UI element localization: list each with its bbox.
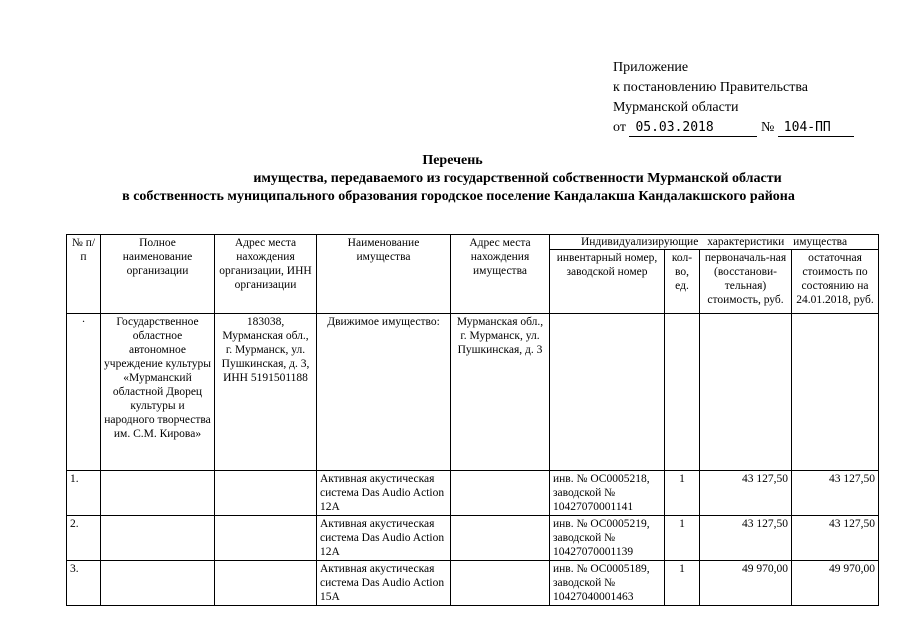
item-qty: 1 xyxy=(665,561,700,606)
header-qty: кол-во, ед. xyxy=(665,250,700,314)
item-name: Активная акустическая система Das Audio Action 15A xyxy=(317,561,451,606)
item-initial-cost: 43 127,50 xyxy=(700,471,792,516)
empty-cell xyxy=(451,516,550,561)
row-num: 1. xyxy=(67,471,101,516)
item-inventory: инв. № ОС0005219, заводской № 10427070001139 xyxy=(550,516,665,561)
item-name: Активная акустическая система Das Audio Action 12A xyxy=(317,516,451,561)
empty-cell xyxy=(451,471,550,516)
document-title xyxy=(0,152,905,206)
resolution-date: 05.03.2018 xyxy=(629,120,757,137)
empty-cell xyxy=(215,561,317,606)
header-residual-cost: остаточная стоимость по состоянию на 24.01.2018, руб. xyxy=(792,250,879,314)
header-inventory: инвентарный номер, заводской номер xyxy=(550,250,665,314)
title-line-3: в собственность муниципального образования городское поселение Кандалакша Кандалакшского района xyxy=(122,189,795,204)
title-line-1: Перечень xyxy=(422,153,483,168)
item-inventory: инв. № ОС0005189, заводской № 10427040001463 xyxy=(550,561,665,606)
item-qty: 1 xyxy=(665,516,700,561)
empty-cell xyxy=(792,314,879,471)
empty-cell xyxy=(101,516,215,561)
header-property-address: Адрес места нахождения имущества xyxy=(451,235,550,314)
item-residual-cost: 49 970,00 xyxy=(792,561,879,606)
appendix-line-2: к постановлению Правительства xyxy=(613,80,809,95)
header-property-name: Наименование имущества xyxy=(317,235,451,314)
empty-cell xyxy=(550,314,665,471)
empty-cell xyxy=(665,314,700,471)
item-residual-cost: 43 127,50 xyxy=(792,471,879,516)
header-group: Индивидуализирующие характеристики имущества xyxy=(550,235,879,250)
empty-cell xyxy=(451,561,550,606)
property-table xyxy=(66,234,879,606)
property-address-cell: Мурманская обл., г. Мурманск, ул. Пушкинская, д. 3 xyxy=(451,314,550,471)
org-address-cell: 183038, Мурманская обл., г. Мурманск, ул. Пушкинская, д. 3, ИНН 5191501188 xyxy=(215,314,317,471)
empty-cell xyxy=(215,516,317,561)
header-org-name: Полное наименование организации xyxy=(101,235,215,314)
title-line-2: имущества, передаваемого из государственной собственности Мурманской области xyxy=(253,171,782,186)
header-org-address: Адрес места нахождения организации, ИНН организации xyxy=(215,235,317,314)
organization-row xyxy=(67,314,879,471)
appendix-line-1: Приложение xyxy=(613,60,689,75)
item-qty: 1 xyxy=(665,471,700,516)
empty-cell xyxy=(700,314,792,471)
item-initial-cost: 49 970,00 xyxy=(700,561,792,606)
header-num: № п/п xyxy=(67,235,101,314)
table-row xyxy=(67,471,879,516)
from-label: от xyxy=(613,120,626,135)
org-name-cell: Государственное областное автономное учреждение культуры «Мурманский областной Дворец культуры и народного творчества им. С.М. Кирова» xyxy=(101,314,215,471)
number-label: № xyxy=(760,120,775,135)
table-row xyxy=(67,561,879,606)
table-row xyxy=(67,516,879,561)
row-num: 2. xyxy=(67,516,101,561)
appendix-date-line xyxy=(613,118,854,138)
empty-cell xyxy=(101,561,215,606)
item-initial-cost: 43 127,50 xyxy=(700,516,792,561)
movable-property-label: Движимое имущество: xyxy=(317,314,451,471)
item-inventory: инв. № ОС0005218, заводской № 10427070001141 xyxy=(550,471,665,516)
item-residual-cost: 43 127,50 xyxy=(792,516,879,561)
header-row-1 xyxy=(67,235,879,250)
header-initial-cost: первоначаль-ная (восстанови-тельная) стоимость, руб. xyxy=(700,250,792,314)
appendix-line-3: Мурманской области xyxy=(613,100,739,115)
resolution-number: 104-ПП xyxy=(778,120,854,137)
empty-cell xyxy=(101,471,215,516)
empty-cell xyxy=(215,471,317,516)
appendix-block xyxy=(613,58,854,138)
row-num: 3. xyxy=(67,561,101,606)
item-name: Активная акустическая система Das Audio Action 12A xyxy=(317,471,451,516)
org-row-num: · xyxy=(67,314,101,471)
